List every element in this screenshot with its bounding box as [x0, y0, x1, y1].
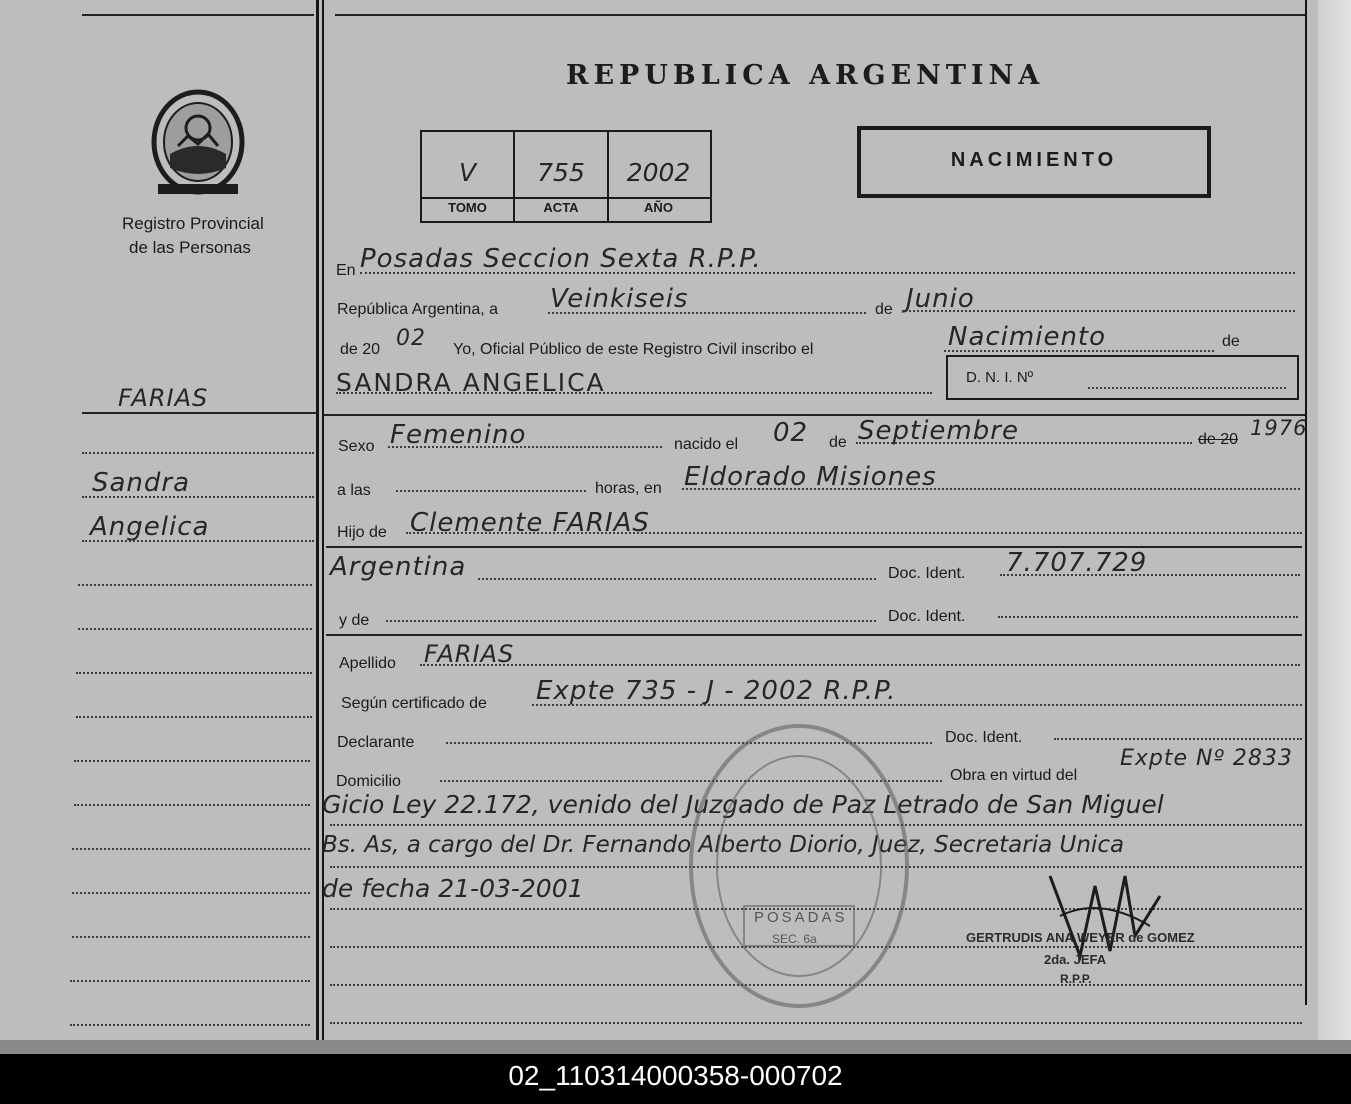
margin-line — [72, 848, 310, 850]
day-words-value: Veinkiseis — [550, 284, 689, 314]
remarks-line-2: Bs. As, a cargo del Dr. Fernando Alberto Diorio, Juez, Secretaria Unica — [322, 832, 1125, 858]
remarks-rule — [330, 1022, 1302, 1024]
margin-divider — [316, 0, 319, 1040]
section-rule-3 — [326, 634, 1302, 636]
acta-value: 755 — [537, 158, 585, 187]
year-suffix-value: 02 — [396, 326, 426, 351]
declarante-label: Declarante — [337, 734, 415, 751]
top-rule — [335, 14, 1305, 16]
margin-line — [72, 936, 310, 938]
tomo-value: V — [458, 158, 477, 187]
obra-value: Expte Nº 2833 — [1120, 746, 1293, 771]
official-stamp-icon — [684, 716, 914, 1016]
de20-label: de 20 — [340, 341, 381, 358]
margin-line — [78, 584, 312, 586]
scan-code: 02_110314000358-000702 — [508, 1060, 843, 1091]
signature-scribble-icon — [1040, 856, 1170, 966]
mother-line — [386, 620, 876, 622]
doc-ident-label-3: Doc. Ident. — [945, 729, 1023, 746]
month-line — [902, 310, 1295, 312]
name-line — [336, 392, 932, 394]
nationality-line — [478, 578, 876, 580]
signature-name: GERTRUDIS ANA WEYER de GOMEZ — [966, 930, 1195, 945]
month-value: Junio — [906, 284, 975, 314]
doc-ident-label: Doc. Ident. — [888, 565, 966, 582]
father-nationality-value: Argentina — [330, 552, 467, 582]
dni-label: D. N. I. Nº — [966, 369, 1034, 386]
acta-label: ACTA — [543, 200, 579, 215]
scan-footer — [0, 1054, 1351, 1104]
mother-doc-line — [998, 616, 1298, 618]
margin-line — [74, 760, 310, 762]
republica-label: República Argentina, a — [337, 301, 498, 318]
remarks-line-1: Gicio Ley 22.172, venido del Juzgado de Paz Letrado de San Miguel — [322, 790, 1164, 819]
anio-value: 2002 — [626, 158, 691, 187]
margin-line — [76, 716, 312, 718]
margin-line — [78, 628, 312, 630]
act-handwritten-value: Nacimiento — [948, 322, 1107, 352]
horas-label: horas, en — [595, 480, 662, 497]
registration-box — [420, 130, 712, 223]
sexo-line — [388, 446, 662, 448]
sexo-value: Femenino — [390, 420, 527, 450]
section-rule — [324, 414, 1305, 416]
de-label-3: de — [829, 434, 847, 451]
dni-box — [946, 355, 1299, 400]
father-doc-line — [1000, 574, 1300, 576]
signature-title: 2da. JEFA — [1044, 952, 1107, 967]
de-label: de — [875, 301, 893, 318]
province-seal-icon — [148, 88, 248, 196]
sexo-label: Sexo — [338, 438, 375, 455]
margin-line — [82, 540, 314, 542]
apellido-line — [420, 664, 1300, 666]
birth-year-value: 1976 — [1250, 416, 1308, 440]
birth-month-value: Septiembre — [858, 416, 1019, 446]
tomo-label: TOMO — [448, 200, 487, 215]
obra-label: Obra en virtud del — [950, 767, 1078, 784]
country-title: REPUBLICA ARGENTINA — [566, 60, 1045, 91]
place-line — [360, 272, 1295, 274]
act-line — [944, 350, 1214, 352]
place-value: Posadas Seccion Sexta R.P.P. — [360, 244, 762, 274]
birth-place-line — [682, 488, 1300, 490]
birth-day-value: 02 — [773, 418, 809, 448]
right-border — [1305, 0, 1307, 1005]
margin-given-name-1: Sandra — [92, 468, 191, 498]
nacido-label: nacido el — [674, 436, 739, 453]
hijo-label: Hijo de — [337, 524, 387, 541]
remarks-line-3: de fecha 21-03-2001 — [322, 874, 584, 903]
birth-place-value: Eldorado Misiones — [684, 462, 937, 492]
page-edge-right — [1318, 0, 1351, 1054]
en-label: En — [336, 262, 356, 279]
father-value: Clemente FARIAS — [410, 508, 650, 538]
day-line — [548, 312, 866, 314]
father-line — [406, 532, 1302, 534]
page-edge-bottom — [0, 1040, 1351, 1054]
margin-line — [82, 496, 314, 498]
section-rule-2 — [326, 546, 1302, 548]
oficial-text: Yo, Oficial Público de este Registro Civil inscribo el — [453, 341, 814, 358]
certificado-value: Expte 735 - J - 2002 R.P.P. — [536, 676, 897, 706]
margin-line — [82, 452, 314, 454]
margin-line — [70, 1024, 310, 1026]
birth-month-line — [856, 442, 1192, 444]
certificado-line — [532, 704, 1302, 706]
doc-ident-label-2: Doc. Ident. — [888, 608, 966, 625]
margin-line — [72, 892, 310, 894]
dni-line — [1088, 387, 1286, 389]
registry-name-line1: Registro Provincial — [122, 214, 264, 233]
act-type-box — [857, 126, 1211, 198]
apellido-label: Apellido — [339, 655, 396, 672]
segun-label: Según certificado de — [341, 695, 487, 712]
margin-line — [76, 672, 312, 674]
margin-line — [74, 804, 310, 806]
hours-line — [396, 490, 586, 492]
margin-given-name-2: Angelica — [90, 512, 210, 542]
domicilio-label: Domicilio — [336, 773, 401, 790]
margin-surname-rule — [82, 412, 316, 414]
margin-surname: FARIAS — [118, 384, 209, 412]
father-doc-value: 7.707.729 — [1006, 548, 1148, 578]
registry-name-line2: de las Personas — [129, 238, 251, 257]
anio-label: AÑO — [644, 200, 673, 215]
y-de-label: y de — [339, 612, 370, 629]
act-type-label: NACIMIENTO — [950, 149, 1118, 171]
stamp-center-top: POSADAS — [754, 909, 848, 926]
margin-top-rule — [82, 14, 314, 16]
de20-struck-label: de 20 — [1198, 431, 1239, 448]
signature-extra: R.P.P. — [1060, 972, 1092, 986]
margin-line — [70, 980, 310, 982]
a-las-label: a las — [337, 482, 371, 499]
stamp-center-bottom: SEC. 6a — [772, 932, 817, 946]
apellido-value: FARIAS — [424, 640, 515, 668]
declarante-doc-line — [1054, 738, 1302, 740]
de-label-2: de — [1222, 333, 1240, 350]
person-name-value: SANDRA ANGELICA — [336, 368, 606, 397]
